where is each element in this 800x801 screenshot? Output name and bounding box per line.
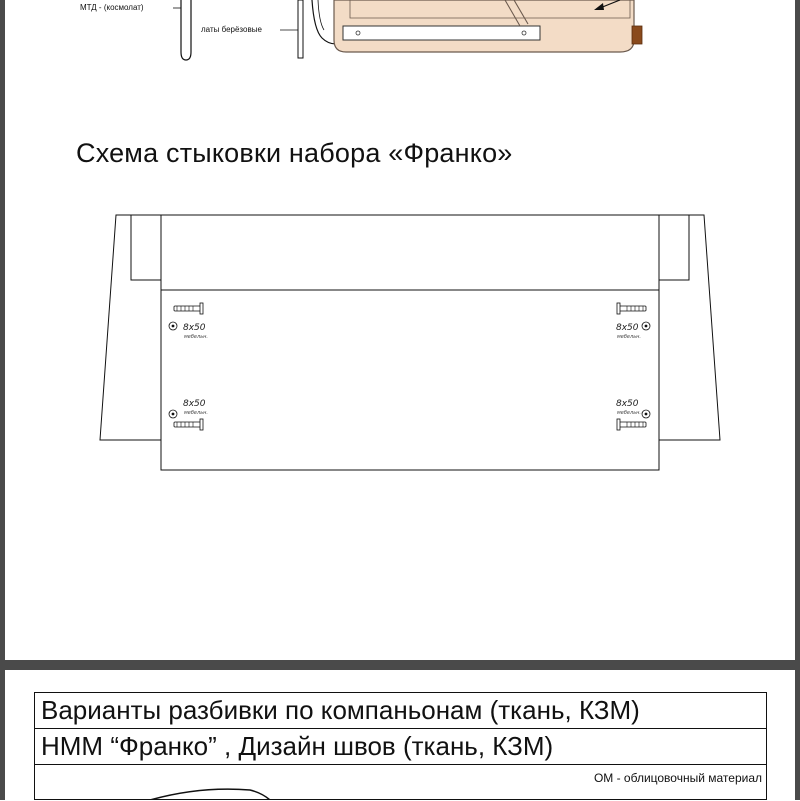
- back-panel: [161, 215, 659, 290]
- left-armrest-top: [131, 215, 161, 280]
- seat-panel: [161, 290, 659, 470]
- screw-size-top-right: 8x50: [616, 323, 639, 333]
- screw-note-bottom-left: мебельн.: [184, 410, 209, 416]
- screw-size-bottom-left: 8x50: [183, 399, 206, 409]
- label-mtd: МТД - (космолат): [80, 3, 144, 12]
- right-armrest-top: [659, 215, 689, 280]
- screw-size-bottom-right: 8x50: [616, 399, 639, 409]
- section-title: Схема стыковки набора «Франко»: [76, 138, 513, 168]
- heading-table: [34, 692, 767, 800]
- heading-row-1: [35, 693, 766, 729]
- heading-line-2: НММ “Франко” , Дизайн швов (ткань, КЗМ): [41, 731, 554, 761]
- heading-row-3: [35, 765, 766, 801]
- heading-row-2: [35, 729, 766, 765]
- screw-note-top-left: мебельн.: [184, 334, 209, 340]
- page-separator: [0, 660, 800, 670]
- screw-note-top-right: мебельн.: [617, 334, 642, 340]
- label-laths: латы берёзовые: [201, 25, 262, 34]
- om-note: ОМ - облицовочный материал: [593, 771, 762, 785]
- heading-line-1: Варианты разбивки по компаньонам (ткань, КЗМ): [41, 695, 640, 725]
- screw-note-bottom-right: мебельн.: [617, 410, 642, 416]
- screw-size-top-left: 8x50: [183, 323, 206, 333]
